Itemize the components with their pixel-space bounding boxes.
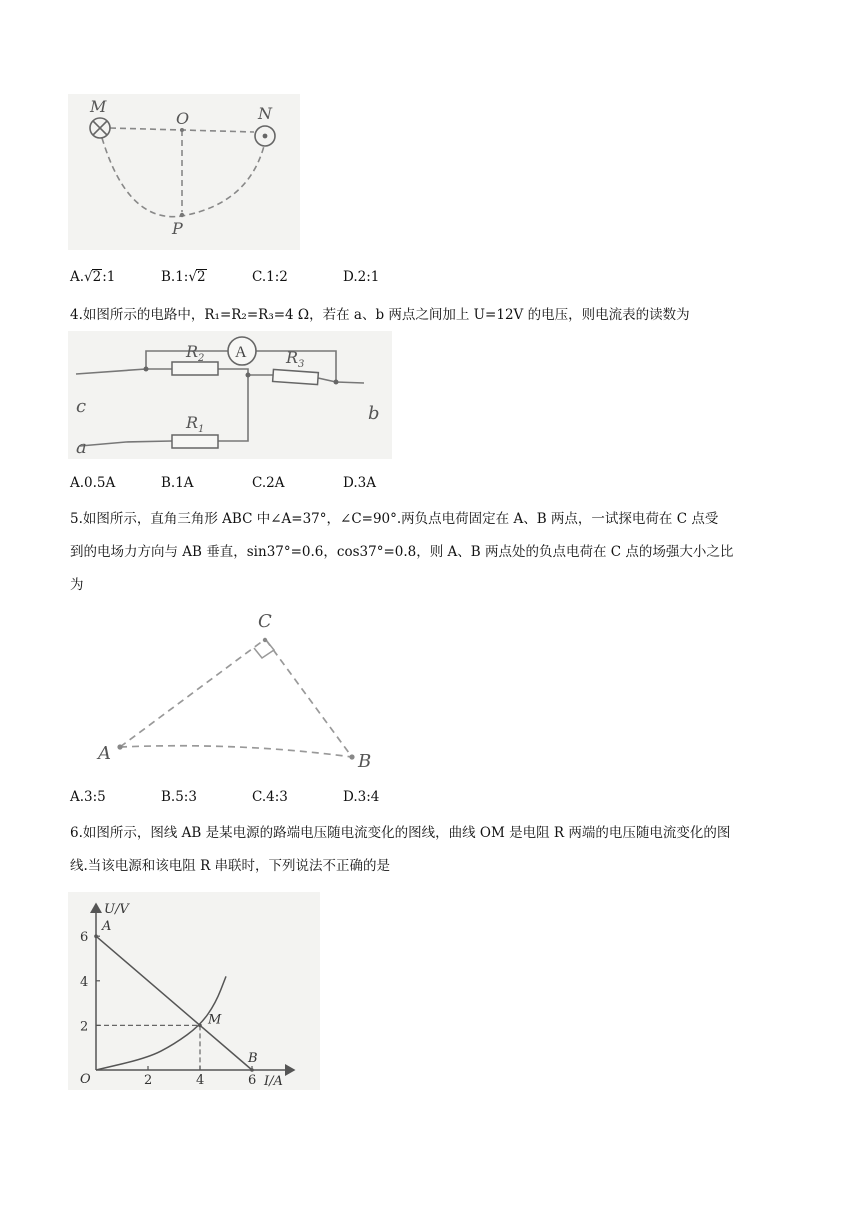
label-n: N (258, 104, 272, 123)
sqrt-icon: √ (188, 269, 197, 285)
q6-chart (68, 892, 320, 1090)
side-ac (120, 640, 264, 747)
label-b: b (368, 403, 380, 424)
junction-right (334, 380, 339, 385)
origin-label: O (80, 1072, 91, 1087)
q3-option-b-radicand: 2 (196, 269, 206, 285)
resistor-r1 (172, 435, 218, 448)
point-o (180, 128, 184, 132)
q3-option-a-radicand: 2 (92, 269, 102, 285)
series-om-line (96, 976, 226, 1070)
y-axis-label: U/V (104, 902, 129, 917)
y-tick-label-2: 2 (80, 1019, 89, 1035)
point-p (180, 213, 184, 217)
ammeter-label: A (235, 344, 247, 361)
q3-option-b-prefix: B.1: (161, 269, 189, 285)
q6-stem-line-2: 线.当该电源和该电阻 R 串联时，下列说法不正确的是 (70, 858, 391, 874)
point-c (263, 638, 267, 642)
q4-option-d: D.3A (343, 475, 376, 491)
sqrt-icon: √ (84, 269, 93, 285)
point-label-a: A (102, 919, 112, 935)
label-b: B (358, 751, 372, 772)
point-label-b: B (248, 1051, 258, 1066)
q5-stem-line-2: 到的电场力方向与 AB 垂直，sin37°=0.6，cos37°=0.8，则 A、B 两点处的负点电荷在 C 点的场强大小之比 (70, 544, 734, 560)
point-b (250, 1068, 254, 1072)
junction-middle (246, 373, 251, 378)
x-tick-label-4: 4 (196, 1073, 205, 1088)
q3-option-b (161, 269, 207, 285)
q5-option-c: C.4:3 (252, 789, 288, 805)
side-ab (120, 746, 352, 757)
point-a (94, 934, 98, 938)
q5-triangle (80, 600, 400, 778)
q3-option-a-suffix: :1 (102, 269, 116, 285)
q5-option-a: A.3:5 (70, 789, 106, 805)
resistor-r3 (273, 369, 319, 384)
resistor-r2 (172, 362, 218, 375)
label-c: c (76, 396, 87, 417)
q5-figure (80, 600, 400, 778)
q4-option-a: A.0.5A (70, 475, 116, 491)
side-cb (266, 640, 352, 757)
label-p: P (172, 219, 183, 238)
q6-stem-line-1: 6.如图所示，图线 AB 是某电源的路端电压随电流变化的图线，曲线 OM 是电阻 R 两端的电压随电流变化的图 (70, 825, 731, 841)
mpn-dashed-arc (102, 138, 264, 217)
label-a: a (76, 437, 87, 458)
q3-diagram (68, 94, 300, 250)
q3-option-d: D.2:1 (343, 269, 380, 285)
q4-stem: 4.如图所示的电路中，R₁=R₂=R₃=4 Ω，若在 a、b 两点之间加上 U=12V 的电压，则电流表的读数为 (70, 307, 690, 323)
label-o: O (176, 109, 190, 128)
q5-option-b: B.5:3 (161, 789, 197, 805)
x-tick-label-6: 6 (248, 1073, 257, 1088)
label-a: A (98, 743, 111, 764)
x-axis-label: I/A (264, 1074, 283, 1089)
label-r3: $R_3$ (286, 348, 305, 370)
q3-option-c: C.1:2 (252, 269, 288, 285)
q5-stem-line-3: 为 (70, 577, 84, 593)
q3-figure (68, 94, 300, 250)
point-b (349, 754, 354, 759)
x-tick-label-2: 2 (144, 1073, 153, 1088)
ammeter-icon (228, 337, 256, 365)
wire-out-of-page-icon (255, 126, 275, 146)
q5-option-d: D.3:4 (343, 789, 380, 805)
y-tick-label-6: 6 (80, 930, 89, 946)
label-c: C (258, 611, 272, 632)
q4-option-c: C.2A (252, 475, 285, 491)
point-a (117, 744, 122, 749)
q4-circuit (68, 331, 392, 459)
label-r1: $R_1$ (186, 413, 205, 435)
q4-figure (68, 331, 392, 459)
q3-option-a (70, 269, 115, 285)
u-i-graph (68, 892, 320, 1090)
junction-left (144, 367, 149, 372)
label-m: M (90, 97, 107, 116)
point-label-m: M (208, 1012, 222, 1028)
q5-stem-line-1: 5.如图所示，直角三角形 ABC 中∠A=37°，∠C=90°.两负点电荷固定在 A、B 两点，一试探电荷在 C 点受 (70, 511, 719, 527)
y-tick-label-4: 4 (80, 974, 89, 990)
q3-option-a-prefix: A. (70, 269, 85, 285)
q4-option-b: B.1A (161, 475, 194, 491)
right-angle-mark (254, 640, 274, 658)
series-ab-line (96, 936, 252, 1070)
wire-into-page-icon (90, 118, 110, 138)
label-r2: $R_2$ (186, 342, 205, 364)
point-m (198, 1024, 202, 1028)
